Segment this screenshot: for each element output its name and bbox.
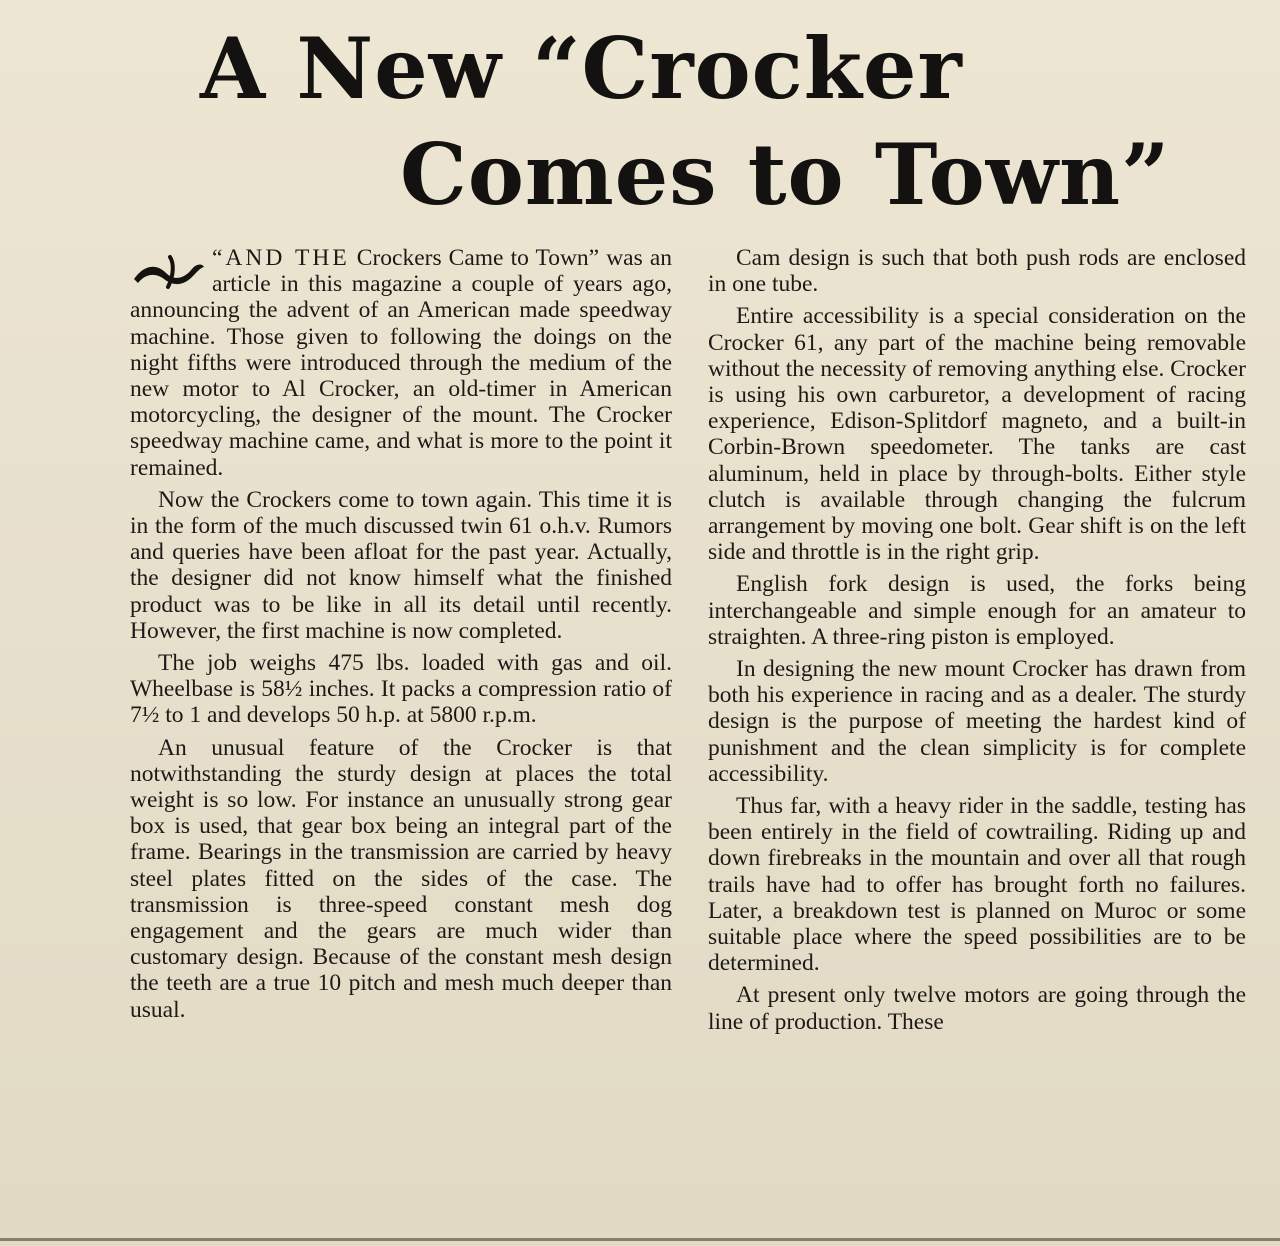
paragraph: The job weighs 475 lbs. loaded with gas and oil. Wheelbase is 58½ inches. It packs a compression ratio of 7½ to 1 and develops 50 h.p. at 5800 r.p.m. <box>130 650 672 729</box>
paragraph: At present only twelve motors are going through the line of production. These <box>708 982 1246 1035</box>
paragraph: In designing the new mount Crocker has drawn from both his experience in racing and as a dealer. The sturdy design is the purpose of meeting the hardest kind of punishment and the clean simplicity is for complete accessibility. <box>708 656 1246 787</box>
right-column <box>708 245 1246 1220</box>
article-headline <box>0 0 1280 235</box>
paragraph: Now the Crockers come to town again. This time it is in the form of the much discussed twin 61 o.h.v. Rumors and queries have been afloat for the past year. Actually, the designer did not know himself what the finished product was to be like in all its detail until recently. However, the first machine is now completed. <box>130 486 672 644</box>
ornamental-flourish-icon <box>130 249 206 293</box>
paragraph: An unusual feature of the Crocker is that notwithstanding the sturdy design at places the total weight is so low. For instance an unusually strong gear box is used, that gear box being an integral part of the frame. Bearings in the transmission are carried by heavy steel plates fitted on the sides of the case. The transmission is three-speed constant mesh dog engagement and the gears are much wider than customary design. Because of the constant mesh design the teeth are a true 10 pitch and mesh much deeper than usual. <box>130 734 672 1023</box>
paragraph: Entire accessibility is a special consideration on the Crocker 61, any part of the machine being removable without the necessity of removing anything else. Crocker is using his own carburetor, a development of racing experience, Edison-Splitdorf magneto, and a built-in Corbin-Brown speedometer. The tanks are cast aluminum, held in place by through-bolts. Either style clutch is available through changing the fulcrum arrangement by moving one bolt. Gear shift is on the left side and throttle is in the right grip. <box>708 303 1246 566</box>
paragraph: Thus far, with a heavy rider in the saddle, testing has been entirely in the field of cowtrailing. Riding up and down firebreaks in the mountain and over all that rough trails have had to offer has brought forth no failures. Later, a breakdown test is planned on Muroc or some suitable place where the speed possibilities are to be determined. <box>708 793 1246 977</box>
headline-line-1: A New “Crocker <box>200 19 963 118</box>
left-column <box>130 245 672 1220</box>
paragraph: Cam design is such that both push rods are enclosed in one tube. <box>708 245 1246 298</box>
page-bottom-rule <box>0 1238 1280 1241</box>
lead-text: Crockers Came to Town” was an article in this magazine a couple of years ago, announcing the advent of an American made speedway machine. Those given to following the doings on the night fifths were introduced through the medium of the new motor to Al Crocker, an old-timer in American motorcycling, the designer of the mount. The Crocker speedway machine came, and what is more to the point it remained. <box>130 245 672 481</box>
paragraph: English fork design is used, the forks being interchangeable and simple enough for an amateur to straighten. A three-ring piston is employed. <box>708 571 1246 650</box>
headline-line-2: Comes to Town” <box>400 125 1171 224</box>
lead-paragraph <box>130 245 672 481</box>
lead-caps: “AND THE <box>212 245 350 271</box>
